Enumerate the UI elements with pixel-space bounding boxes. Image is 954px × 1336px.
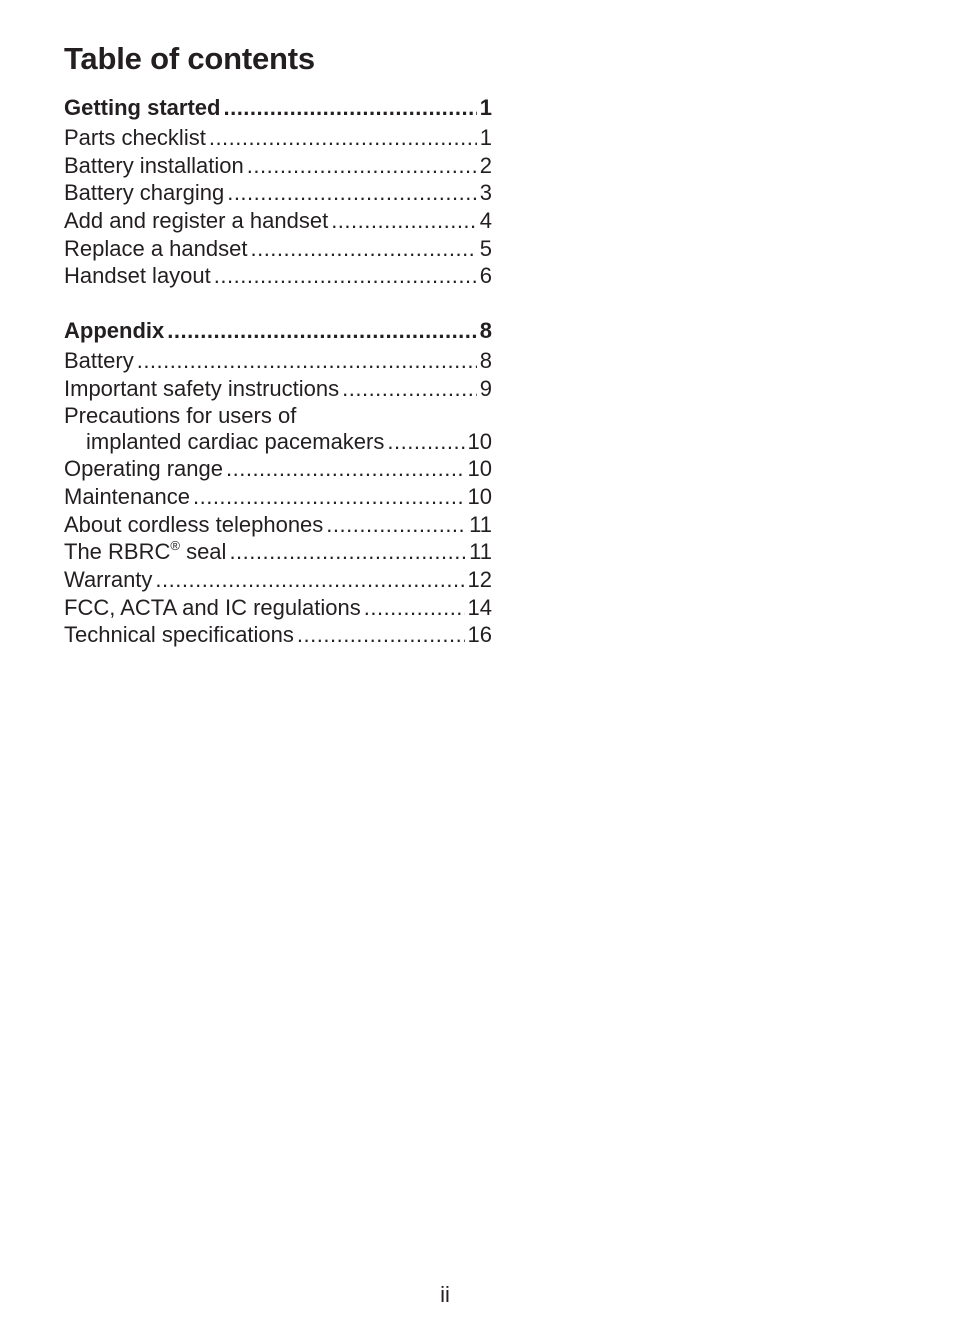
toc-page-number: 3 <box>479 180 492 206</box>
dot-leader <box>214 262 477 290</box>
toc-label-post: seal <box>179 539 227 565</box>
toc-heading-getting-started[interactable] <box>64 93 492 124</box>
toc-page-number: 9 <box>479 375 492 401</box>
toc-page-number: 16 <box>467 622 492 648</box>
toc-label: Replace a handset <box>64 235 248 261</box>
toc-item-pacemaker-precautions[interactable] <box>64 403 492 456</box>
dot-leader <box>331 207 477 235</box>
toc-section-getting-started <box>64 93 492 290</box>
toc-page-number: 14 <box>467 594 492 620</box>
toc-item-replace-handset[interactable] <box>64 235 492 263</box>
dot-leader <box>155 566 464 594</box>
dot-leader <box>193 483 465 511</box>
toc-page-number: 10 <box>467 428 492 454</box>
toc-label: Battery installation <box>64 152 244 178</box>
toc-item-safety-instructions[interactable] <box>64 375 492 403</box>
toc-section-appendix <box>64 316 492 649</box>
page-number-footer: ii <box>440 1282 450 1307</box>
toc-item-battery[interactable] <box>64 347 492 375</box>
page-title: Table of contents <box>64 41 315 76</box>
toc-item-handset-layout[interactable] <box>64 262 492 290</box>
toc-item-parts-checklist[interactable] <box>64 124 492 152</box>
toc-page-number: 6 <box>479 263 492 289</box>
toc-item-fcc-regulations[interactable] <box>64 594 492 622</box>
toc-page-number: 5 <box>479 235 492 261</box>
toc-page-number: 11 <box>469 511 492 537</box>
toc-page-number: 8 <box>479 348 492 374</box>
toc-label: Maintenance <box>64 483 190 509</box>
toc-label-line1: Precautions for users of <box>64 402 297 428</box>
registered-mark: ® <box>170 538 180 554</box>
toc-page-number: 10 <box>467 483 492 509</box>
toc-label: FCC, ACTA and IC regulations <box>64 594 361 620</box>
toc-label: Battery charging <box>64 180 225 206</box>
toc-item-add-register-handset[interactable] <box>64 207 492 235</box>
dot-leader <box>387 428 464 456</box>
toc-label-line2-row <box>64 428 492 456</box>
toc-label <box>64 538 226 566</box>
toc-page-number: 1 <box>479 95 492 120</box>
dot-leader <box>226 455 465 483</box>
toc-label: About cordless telephones <box>64 511 324 537</box>
toc-label: Important safety instructions <box>64 375 340 401</box>
dot-leader <box>364 594 465 622</box>
toc-label: Operating range <box>64 456 223 482</box>
toc-item-rbrc-seal[interactable] <box>64 538 492 566</box>
dot-leader <box>250 235 476 263</box>
toc-label: Handset layout <box>64 263 211 289</box>
toc-label: Battery <box>64 348 134 374</box>
dot-leader <box>137 347 477 375</box>
dot-leader <box>167 316 477 345</box>
toc-item-battery-installation[interactable] <box>64 152 492 180</box>
toc-item-technical-specifications[interactable] <box>64 621 492 649</box>
table-of-contents <box>64 93 492 649</box>
toc-page-number: 12 <box>467 566 492 592</box>
toc-page-number: 1 <box>479 125 492 150</box>
toc-item-cordless-telephones[interactable] <box>64 511 492 539</box>
toc-heading-appendix[interactable] <box>64 316 492 347</box>
toc-item-operating-range[interactable] <box>64 455 492 483</box>
toc-label: Technical specifications <box>64 622 294 648</box>
dot-leader <box>247 152 477 180</box>
toc-item-battery-charging[interactable] <box>64 179 492 207</box>
toc-page-number: 8 <box>479 318 492 344</box>
toc-label-pre: The RBRC <box>64 539 171 565</box>
toc-page-number: 4 <box>479 208 492 234</box>
dot-leader <box>227 179 477 207</box>
dot-leader <box>297 621 465 649</box>
toc-page-number: 2 <box>479 152 492 178</box>
toc-label: Warranty <box>64 566 153 592</box>
dot-leader <box>229 538 466 566</box>
dot-leader <box>326 511 466 539</box>
toc-label: Add and register a handset <box>64 208 329 234</box>
toc-page-number: 10 <box>467 456 492 482</box>
toc-label: Parts checklist <box>64 125 206 150</box>
dot-leader <box>342 375 477 403</box>
dot-leader <box>223 93 476 122</box>
toc-item-warranty[interactable] <box>64 566 492 594</box>
toc-page-number: 11 <box>469 539 492 565</box>
toc-label: Appendix <box>64 318 165 344</box>
toc-label-line2: implanted cardiac pacemakers <box>86 428 385 454</box>
toc-label: Getting started <box>64 95 221 120</box>
dot-leader <box>209 124 477 152</box>
toc-item-maintenance[interactable] <box>64 483 492 511</box>
